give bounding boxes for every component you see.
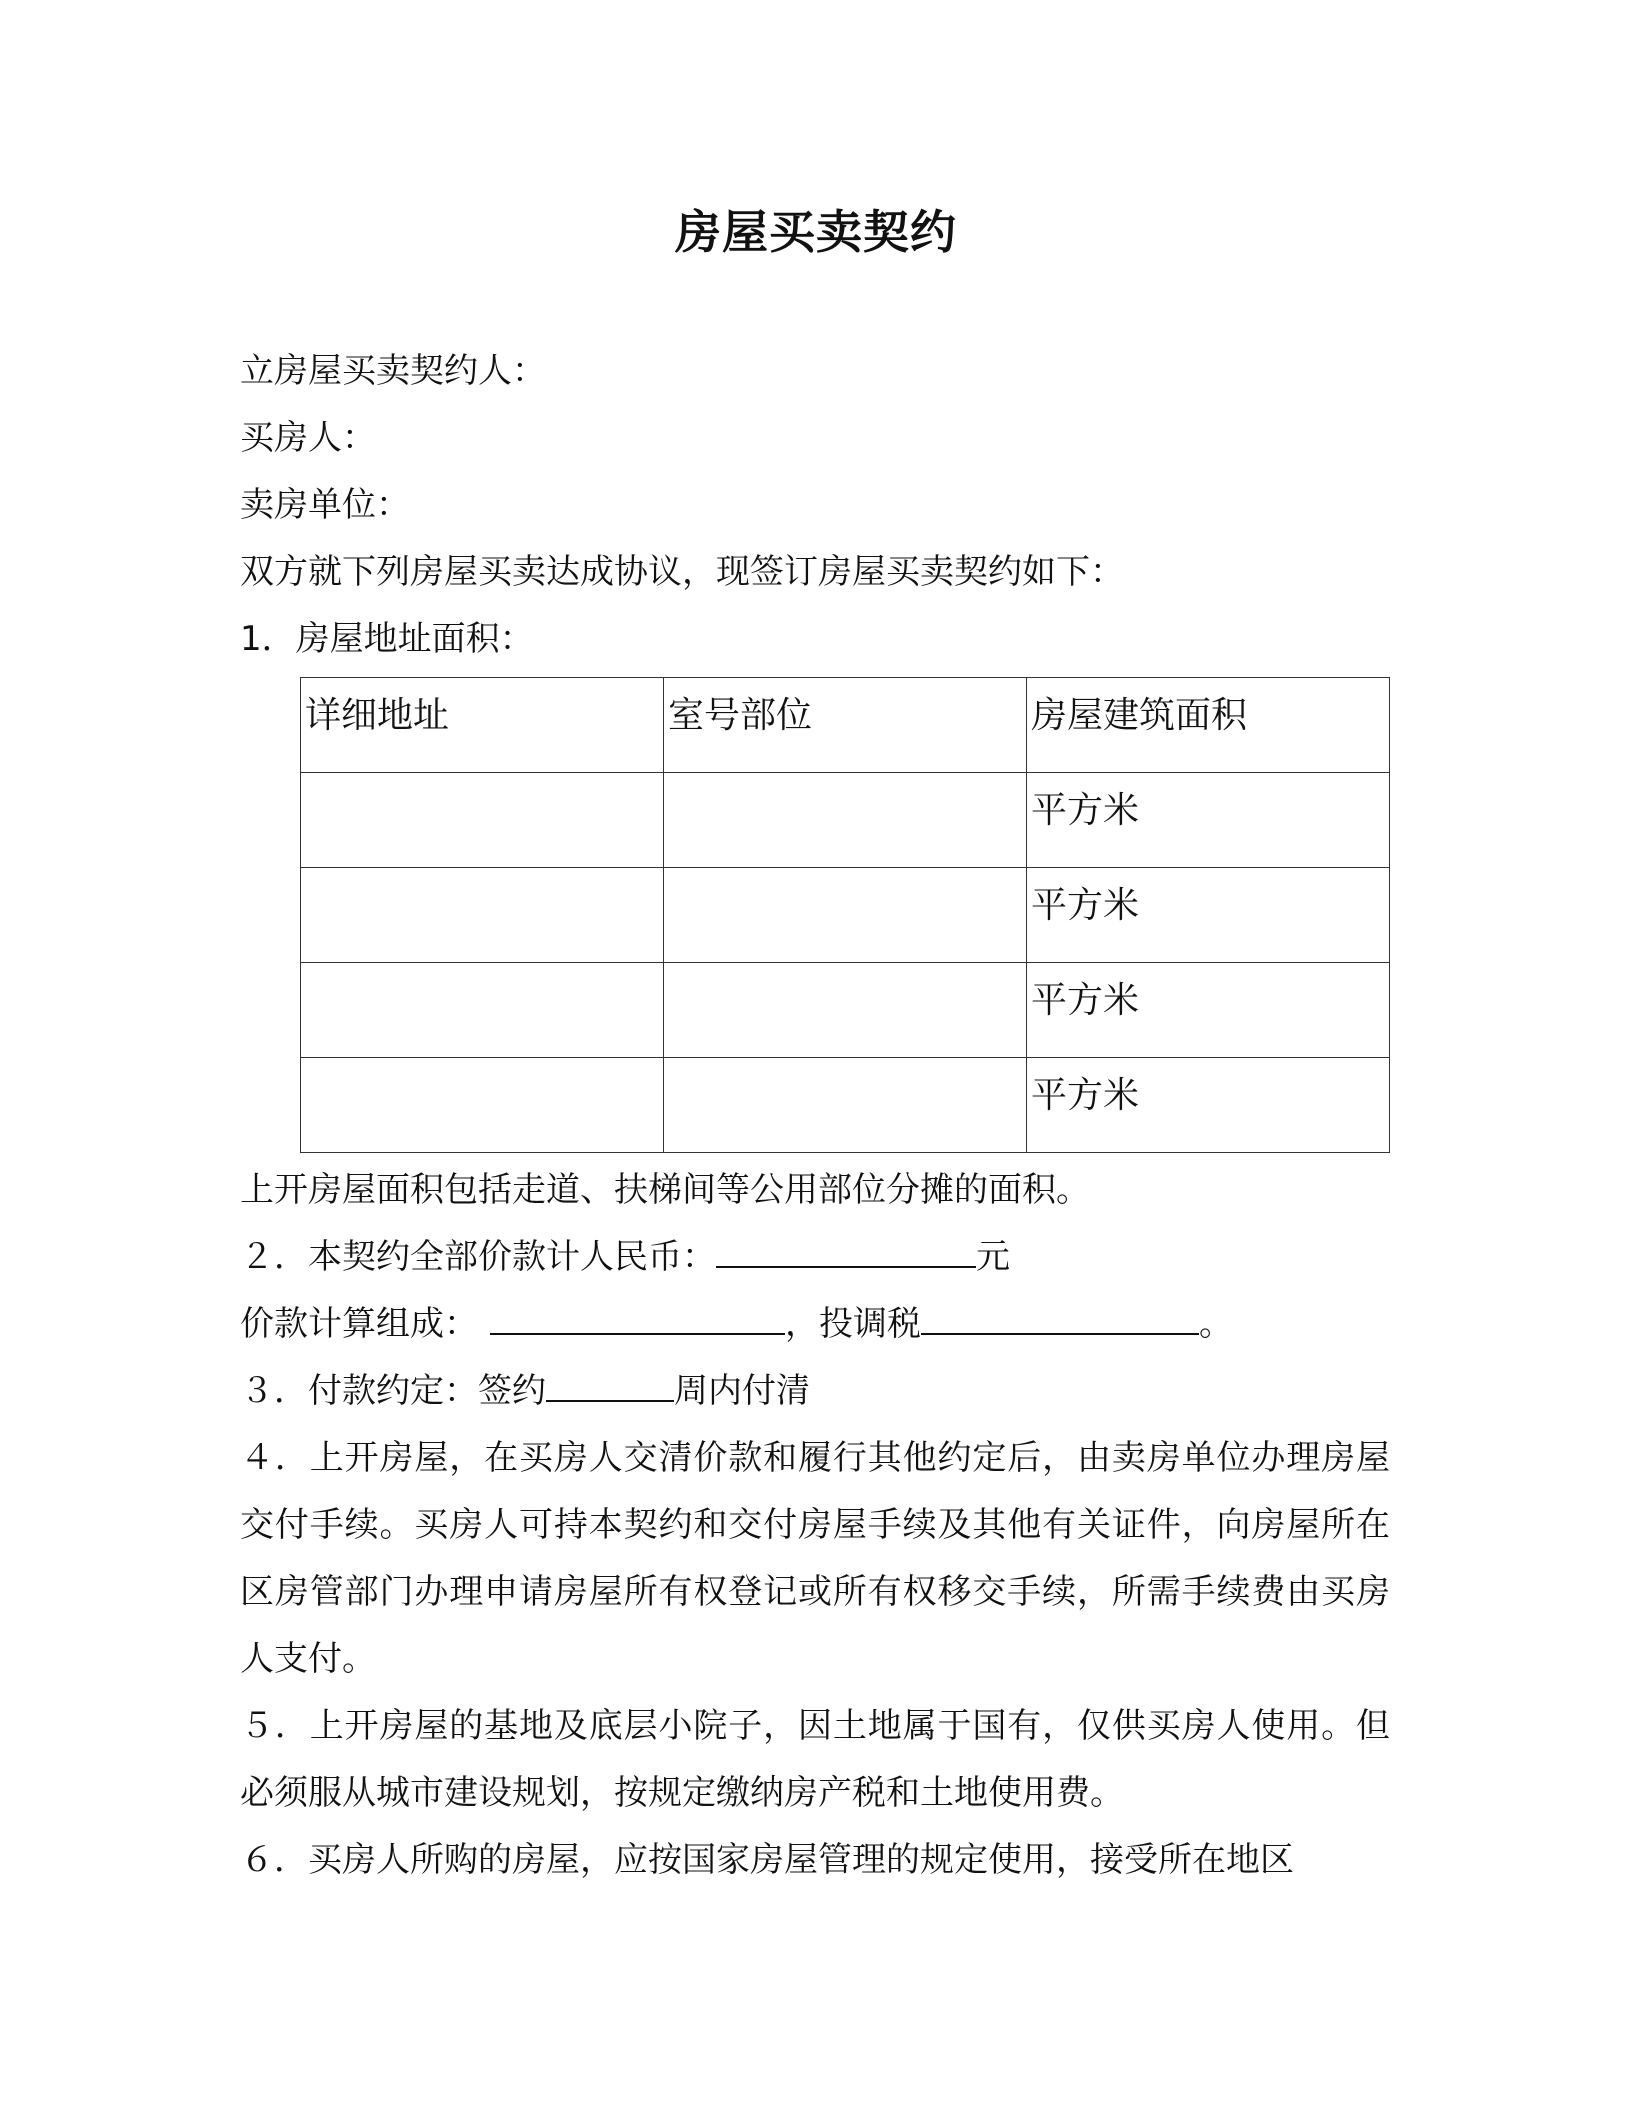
table-cell-room[interactable] <box>664 1058 1027 1153</box>
section2-price-line <box>240 1224 1390 1291</box>
table-cell-room[interactable] <box>664 963 1027 1058</box>
table-cell-address[interactable] <box>301 773 664 868</box>
contract-body <box>240 338 1390 1894</box>
section4-paragraph: ４．上开房屋，在买房人交清价款和履行其他约定后，由卖房单位办理房屋交付手续。买房人可持本契约和交付房屋手续及其他有关证件，向房屋所在区房管部门办理申请房屋所有权登记或所有权移交手续，所需手续费由买房人支付。 <box>240 1438 1390 1679</box>
table-cell-address[interactable] <box>301 868 664 963</box>
page-title: 房屋买卖契约 <box>675 205 957 259</box>
table-cell-room[interactable] <box>664 868 1027 963</box>
buyer-label: 买房人： <box>240 418 376 458</box>
table-row <box>301 1058 1390 1153</box>
table-cell-area[interactable]: 平方米 <box>1027 773 1390 868</box>
table-cell-address[interactable] <box>301 1058 664 1153</box>
table-cell-area[interactable]: 平方米 <box>1027 1058 1390 1153</box>
composition-label: 价款计算组成： <box>240 1304 478 1344</box>
tax-label: ，投调税 <box>785 1304 921 1344</box>
payment-label: ３．付款约定：签约 <box>240 1371 546 1411</box>
agreement-statement: 双方就下列房屋买卖达成协议，现签订房屋买卖契约如下： <box>240 552 1124 592</box>
header-room: 室号部位 <box>664 678 1027 773</box>
header-address: 详细地址 <box>301 678 664 773</box>
table-cell-area[interactable]: 平方米 <box>1027 868 1390 963</box>
table-cell-room[interactable] <box>664 773 1027 868</box>
table-cell-area[interactable]: 平方米 <box>1027 963 1390 1058</box>
parties-label: 立房屋买卖契约人： <box>240 351 546 391</box>
composition-blank[interactable] <box>490 1299 785 1335</box>
header-area: 房屋建筑面积 <box>1027 678 1390 773</box>
price-blank[interactable] <box>716 1232 976 1268</box>
tax-blank[interactable] <box>921 1299 1199 1335</box>
price-label: ２．本契约全部价款计人民币： <box>240 1237 716 1277</box>
table-row <box>301 773 1390 868</box>
payment-weeks-blank[interactable] <box>546 1366 674 1402</box>
section1-heading: 1．房屋地址面积： <box>240 619 534 659</box>
price-unit: 元 <box>976 1237 1010 1277</box>
table-cell-address[interactable] <box>301 963 664 1058</box>
seller-label: 卖房单位： <box>240 485 410 525</box>
section5-paragraph: ５．上开房屋的基地及底层小院子，因土地属于国有，仅供买房人使用。但必须服从城市建设规划，按规定缴纳房产税和土地使用费。 <box>240 1706 1390 1813</box>
price-composition-line <box>240 1291 1390 1358</box>
section3-payment-line <box>240 1358 1390 1425</box>
property-area-table <box>300 677 1390 1153</box>
end-mark: 。 <box>1199 1304 1233 1344</box>
table-row <box>301 868 1390 963</box>
section6-paragraph: ６．买房人所购的房屋，应按国家房屋管理的规定使用，接受所在地区 <box>240 1840 1294 1880</box>
table-row <box>301 963 1390 1058</box>
table-header-row <box>301 678 1390 773</box>
payment-suffix: 周内付清 <box>674 1371 810 1411</box>
area-note: 上开房屋面积包括走道、扶梯间等公用部位分摊的面积。 <box>240 1170 1090 1210</box>
